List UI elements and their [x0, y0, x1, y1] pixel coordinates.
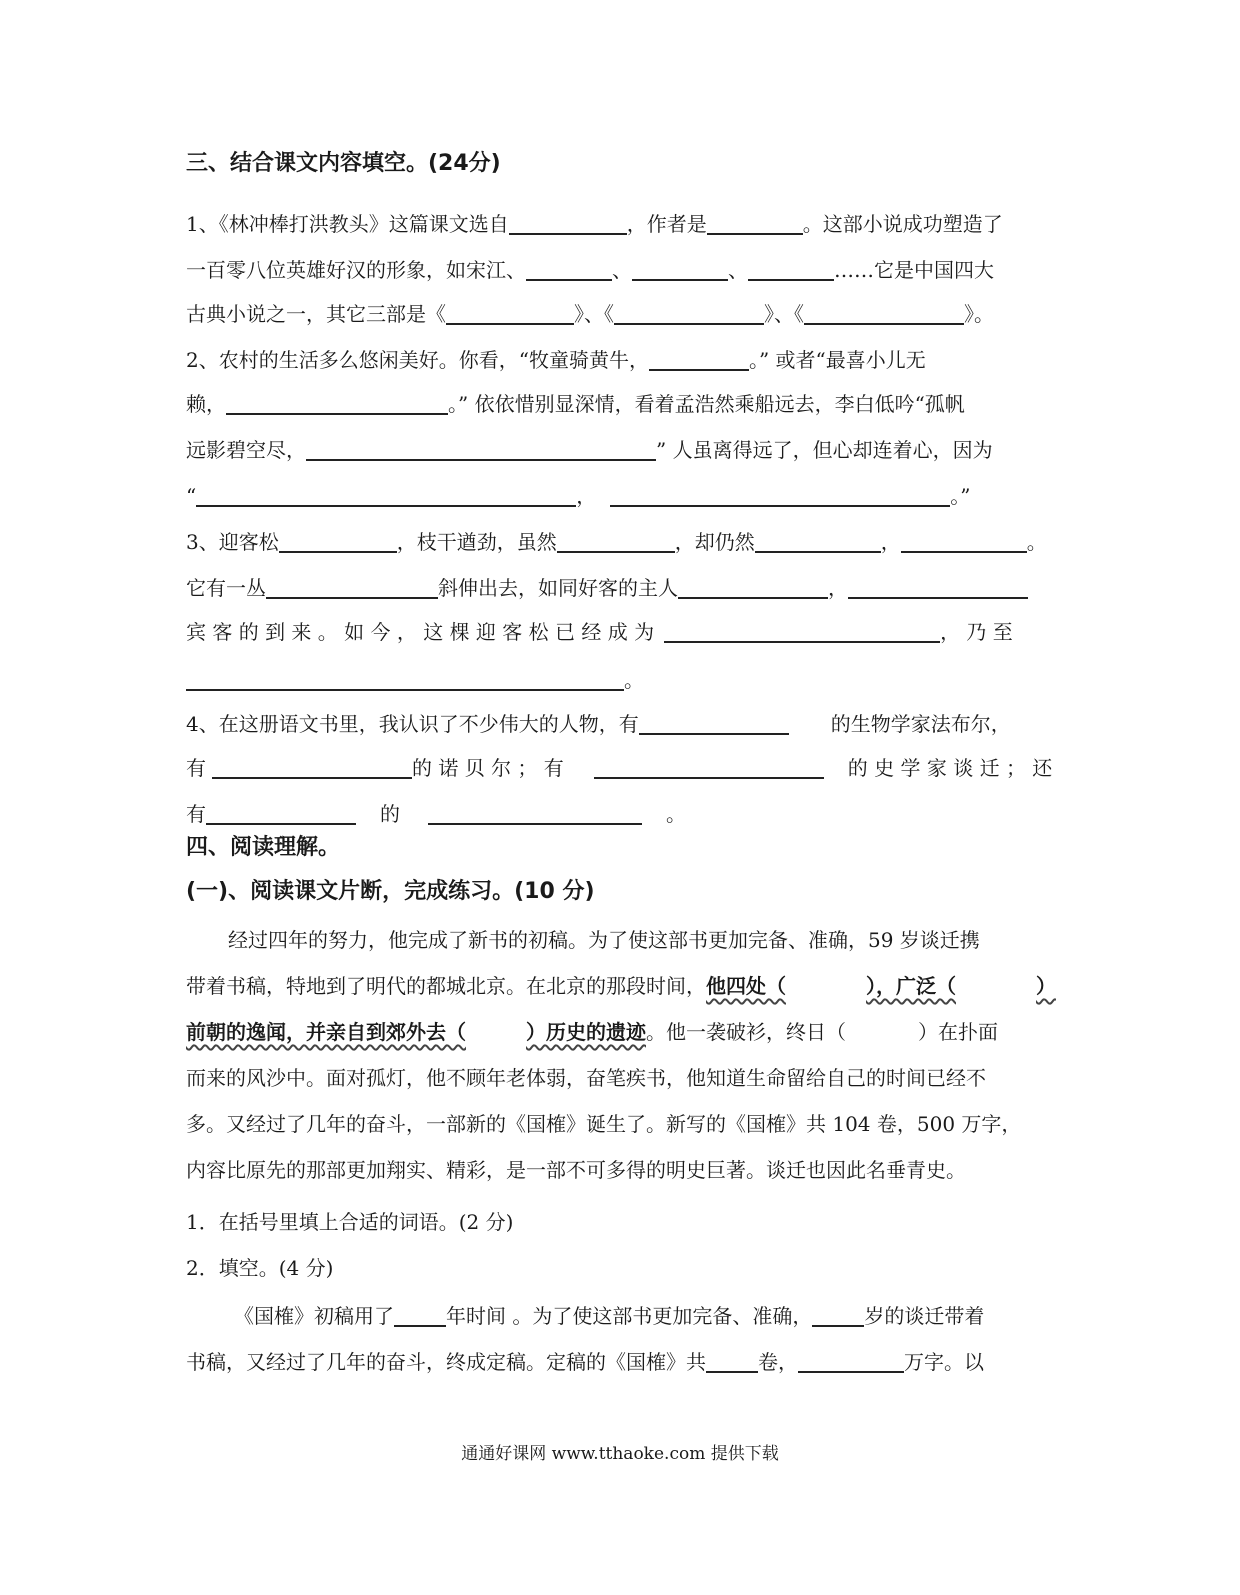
- passage-line-1: 经过四年的努力，他完成了新书的初稿。为了使这部书更加完备、准确，59 岁谈迁携: [228, 928, 980, 952]
- answer-blank[interactable]: [798, 1347, 904, 1373]
- section-3-title: 三、结合课文内容填空。(24分): [186, 151, 501, 176]
- q1-line-3: 古典小说之一，其它三部是《 》、《 》、《 》。: [186, 296, 1038, 332]
- answer-blank[interactable]: [279, 527, 397, 553]
- q1-line-1: 1、《林冲棒打洪教头》这篇课文选自 ，作者是 。这部小说成功塑造了: [186, 206, 1038, 242]
- q3-line-4: 。: [186, 662, 1038, 698]
- answer-blank[interactable]: [212, 753, 412, 779]
- answer-blank[interactable]: [428, 799, 642, 825]
- answer-blank[interactable]: [632, 255, 728, 281]
- q3-line-3: 宾 客 的 到 来 。 如 今 ， 这 棵 迎 客 松 已 经 成 为 ， 乃 至: [186, 614, 1038, 650]
- q3-line-1: 3、迎客松 ，枝干遒劲，虽然 ，却仍然 ， 。: [186, 524, 1038, 560]
- q4-line-2: 有 的 诺 贝 尔 ； 有 的 史 学 家 谈 迁 ； 还: [186, 750, 1038, 786]
- fill-line-1: 《国榷》初稿用了 年时间 。为了使这部书更加完备、准确， 岁的谈迁带着: [186, 1298, 1038, 1334]
- answer-blank[interactable]: [557, 527, 675, 553]
- q2-line-1: 2、农村的生活多么悠闲美好。你看，“牧童骑黄牛， 。” 或者“最喜小儿无: [186, 342, 1038, 378]
- passage-line-5: 多。又经过了几年的奋斗，一部新的《国榷》诞生了。新写的《国榷》共 104 卷，500 万字，: [186, 1112, 1022, 1136]
- answer-blank[interactable]: [446, 299, 574, 325]
- answer-blank[interactable]: [707, 209, 803, 235]
- answer-blank[interactable]: [594, 753, 824, 779]
- answer-blank[interactable]: [394, 1301, 446, 1327]
- fill-line-2: 书稿，又经过了几年的奋斗，终成定稿。定稿的《国榷》共 卷， 万字。以: [186, 1344, 1038, 1380]
- answer-blank[interactable]: [266, 573, 438, 599]
- answer-blank[interactable]: [678, 573, 828, 599]
- answer-blank[interactable]: [639, 709, 789, 735]
- page-footer: 通通好课网 www.tthaoke.com 提供下载: [461, 1444, 779, 1464]
- exercise-2: 2．填空。(4 分): [186, 1256, 334, 1280]
- passage-line-2: 带着书稿，特地到了明代的都城北京。在北京的那段时间，他四处（ ），广泛（ ）: [186, 974, 1056, 998]
- q1-line-2: 一百零八位英雄好汉的形象，如宋江、 、 、 ……它是中国四大: [186, 252, 1038, 288]
- reading-subsection-title: (一)、阅读课文片断，完成练习。(10 分): [186, 879, 595, 904]
- answer-blank[interactable]: [526, 255, 612, 281]
- q2-line-3: 远影碧空尽， ” 人虽离得远了，但心却连着心，因为: [186, 432, 1038, 468]
- answer-blank[interactable]: [649, 345, 749, 371]
- answer-blank[interactable]: [196, 481, 576, 507]
- passage-line-3: 前朝的逸闻，并亲自到郊外去（ ）历史的遗迹。他一袭破衫，终日（ ）在扑面: [186, 1020, 998, 1044]
- exercise-1: 1．在括号里填上合适的词语。(2 分): [186, 1210, 514, 1234]
- q3-line-2: 它有一丛 斜伸出去，如同好客的主人 ，: [186, 570, 1038, 606]
- answer-blank[interactable]: [306, 435, 656, 461]
- answer-blank[interactable]: [755, 527, 881, 553]
- answer-blank[interactable]: [664, 617, 940, 643]
- answer-blank[interactable]: [610, 481, 950, 507]
- passage-line-6: 内容比原先的那部更加翔实、精彩，是一部不可多得的明史巨著。谈迁也因此名垂青史。: [186, 1158, 966, 1182]
- answer-blank[interactable]: [226, 389, 448, 415]
- answer-blank[interactable]: [901, 527, 1027, 553]
- answer-blank[interactable]: [706, 1347, 758, 1373]
- q2-line-4: “ ， 。”: [186, 478, 1038, 514]
- answer-blank[interactable]: [614, 299, 764, 325]
- answer-blank[interactable]: [848, 573, 1028, 599]
- section-4-title: 四、阅读理解。: [186, 835, 341, 860]
- answer-blank[interactable]: [509, 209, 627, 235]
- passage-line-4: 而来的风沙中。面对孤灯，他不顾年老体弱，奋笔疾书，他知道生命留给自己的时间已经不: [186, 1066, 986, 1090]
- answer-blank[interactable]: [804, 299, 964, 325]
- answer-blank[interactable]: [186, 665, 624, 691]
- q4-line-1: 4、在这册语文书里，我认识了不少伟大的人物，有 的生物学家法布尔，: [186, 706, 1038, 742]
- answer-blank[interactable]: [748, 255, 834, 281]
- q2-line-2: 赖， 。” 依依惜别显深情，看着孟浩然乘船远去，李白低吟“孤帆: [186, 386, 1038, 422]
- answer-blank[interactable]: [812, 1301, 864, 1327]
- answer-blank[interactable]: [206, 799, 356, 825]
- q4-line-3: 有 的 。: [186, 796, 1038, 832]
